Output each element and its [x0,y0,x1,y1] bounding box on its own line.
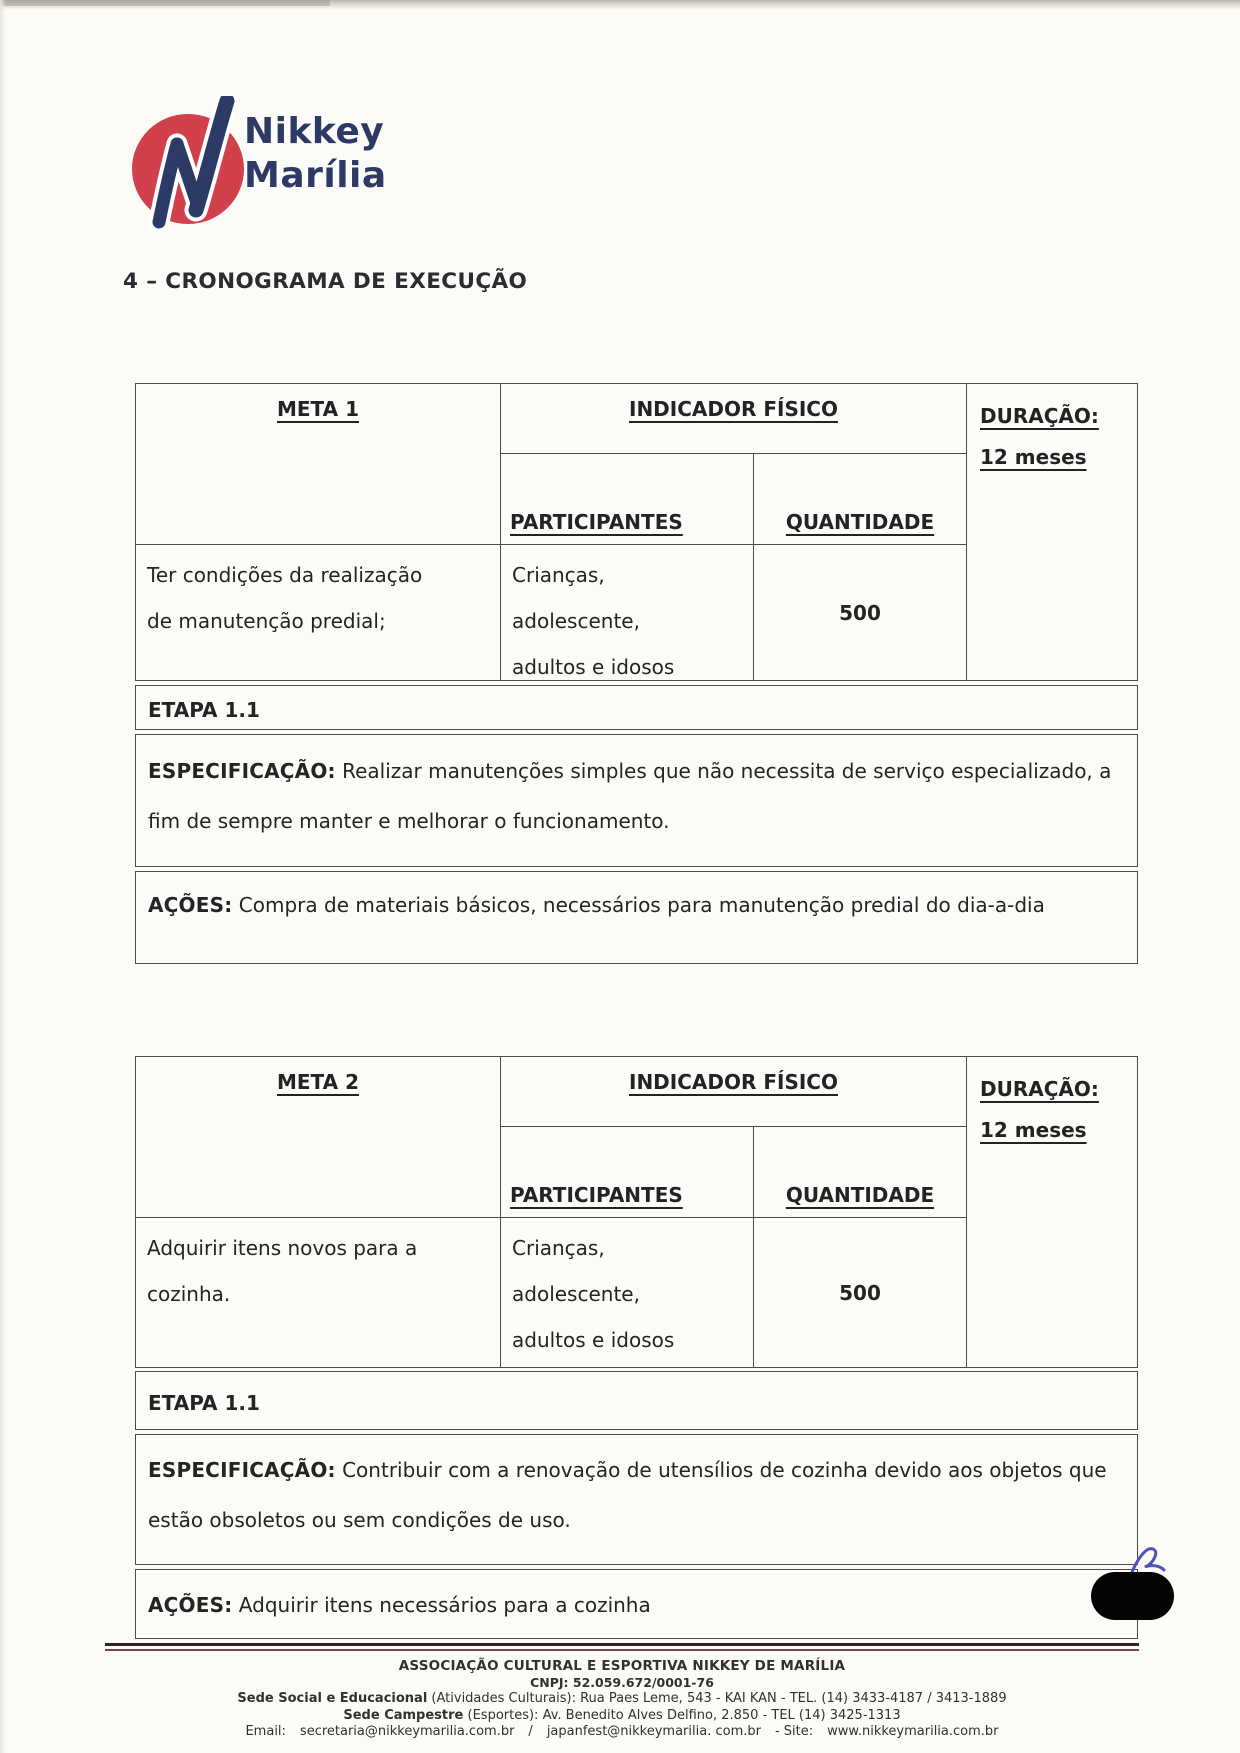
meta2-quantidade-header [754,1127,966,1217]
footer-divider [105,1643,1139,1651]
logo-word-1: Nikkey [244,111,385,152]
meta2-indicador-cell [501,1057,966,1127]
quantidade-label: QUANTIDADE [785,1183,935,1207]
site-url: www.nikkeymarilia.com.br [827,1724,999,1739]
meta1-header-cell [136,384,501,544]
scan-edge-artifact-dark [0,0,330,6]
meta1-especificacao-row [135,734,1138,867]
participantes-line: adolescente, [512,1282,640,1306]
quantidade-label: QUANTIDADE [785,510,935,534]
participantes-line: adultos e idosos [512,655,675,679]
section-heading: 4 – CRONOGRAMA DE EXECUÇÃO [123,269,528,294]
footer-sede-social [105,1691,1139,1708]
participantes-line: Crianças, [512,563,605,587]
meta2-quantidade-cell: 500 [754,1217,966,1367]
acoes-text: Adquirir itens necessários para a cozinha [238,1593,651,1617]
meta2-duracao-value: 12 meses [980,1118,1087,1142]
meta1-etapa-row: ETAPA 1.1 [135,685,1138,730]
sede-campestre-text: (Esportes): Av. Benedito Alves Delfino, 2.850 - TEL (14) 3425-1313 [463,1707,901,1723]
redaction-mark [1091,1572,1174,1620]
logo-wordmark [244,110,387,198]
meta2-duracao-cell [966,1057,1139,1367]
meta1-duracao-value: 12 meses [980,445,1087,469]
especificacao-text: Contribuir com a renovação de utensílios de cozinha devido aos objetos que estão obsoletos ou sem condições de uso. [148,1458,1107,1532]
meta1-goal-cell [136,544,501,680]
meta2-etapa-row: ETAPA 1.1 [135,1371,1138,1430]
participantes-line: adultos e idosos [512,1328,675,1352]
sede-social-text: (Atividades Culturais): Rua Paes Leme, 543 - KAI KAN - TEL. (14) 3433-4187 / 3413-1889 [427,1691,1007,1706]
logo-swoosh-n-icon [126,96,256,236]
meta1-duracao-cell [966,384,1139,680]
meta2-acoes-row [135,1569,1138,1639]
especificacao-text: Realizar manutenções simples que não necessita de serviço especializado, a fim de sempre manter e melhorar o funcionamento. [148,759,1112,833]
email-address-2: japanfest@nikkeymarilia. com.br [546,1724,761,1739]
meta2-participantes-header [501,1127,754,1217]
meta2-duracao-label: DURAÇÃO: [980,1077,1099,1101]
acoes-label: AÇÕES: [148,1593,233,1617]
acoes-label: AÇÕES: [148,893,233,917]
meta2-participantes-cell [501,1217,754,1367]
meta1-duracao-label: DURAÇÃO: [980,404,1099,428]
meta1-label: META 1 [276,397,359,421]
email-separator: / [528,1724,533,1739]
participantes-label: PARTICIPANTES [510,1183,683,1207]
meta2-especificacao-row [135,1434,1138,1565]
sede-campestre-label: Sede Campestre [343,1707,464,1723]
logo-word-2: Marília [244,155,387,196]
goal-line: de manutenção predial; [147,609,386,633]
meta1-table [135,383,1138,681]
goal-line: cozinha. [147,1282,231,1306]
meta1-indicador-cell [501,384,966,454]
footer-contact-line [105,1724,1139,1741]
email-label: Email: [245,1724,286,1739]
meta2-header-cell [136,1057,501,1217]
acoes-text: Compra de materiais básicos, necessários para manutenção predial do dia-a-dia [238,893,1045,917]
participantes-line: adolescente, [512,609,640,633]
site-label: - Site: [774,1724,814,1739]
meta1-quantidade-header [754,454,966,544]
meta1-indicador-label: INDICADOR FÍSICO [629,397,838,421]
goal-line: Ter condições da realização [147,563,423,587]
meta2-indicador-label: INDICADOR FÍSICO [629,1070,838,1094]
meta2-goal-cell [136,1217,501,1367]
scan-edge-artifact-left [0,0,6,1753]
footer-sede-campestre [105,1708,1139,1725]
footer [105,1658,1139,1741]
sede-social-label: Sede Social e Educacional [237,1691,428,1706]
meta1-acoes-row [135,871,1138,964]
nikkey-marilia-logo [126,96,546,236]
meta1-participantes-cell [501,544,754,680]
footer-cnpj: CNPJ: 52.059.672/0001-76 [530,1674,714,1690]
meta1-quantidade-cell: 500 [754,544,966,680]
goal-line: Adquirir itens novos para a [147,1236,418,1260]
participantes-line: Crianças, [512,1236,605,1260]
especificacao-label: ESPECIFICAÇÃO: [148,759,336,783]
meta2-label: META 2 [276,1070,359,1094]
meta2-table [135,1056,1138,1368]
meta1-participantes-header [501,454,754,544]
participantes-label: PARTICIPANTES [510,510,683,534]
email-address-1: secretaria@nikkeymarilia.com.br [299,1724,515,1739]
especificacao-label: ESPECIFICAÇÃO: [148,1458,336,1482]
footer-org-name: ASSOCIAÇÃO CULTURAL E ESPORTIVA NIKKEY DE MARÍLIA [398,1658,846,1674]
